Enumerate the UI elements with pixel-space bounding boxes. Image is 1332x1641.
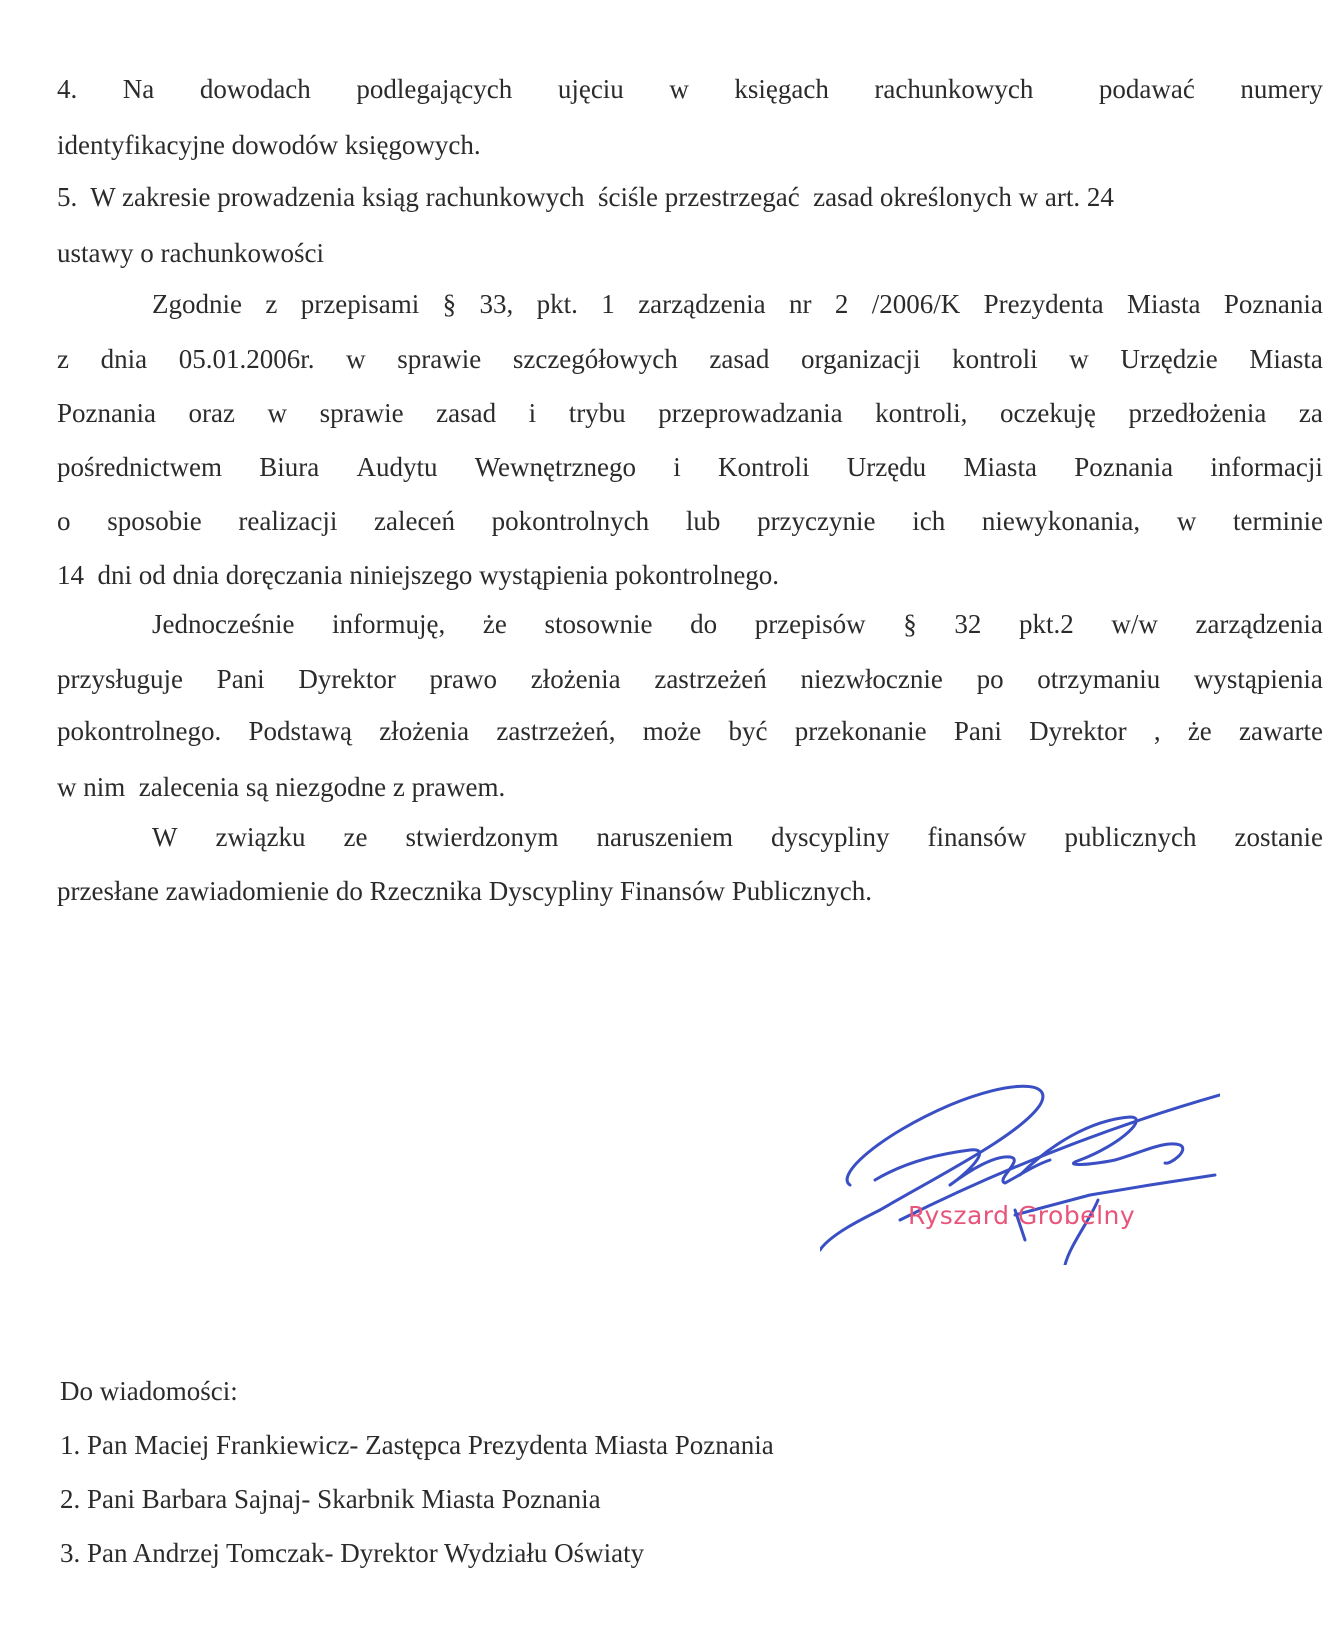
word: Miasta — [1127, 289, 1201, 319]
word: Miasta — [963, 452, 1037, 482]
cc-item: 1. Pan Maciej Frankiewicz- Zastępca Prezydenta Miasta Poznania — [60, 1430, 774, 1460]
paragraph-1-line-1 — [152, 287, 1323, 321]
word: § — [903, 609, 917, 639]
word: pkt. — [536, 289, 578, 319]
word: że — [482, 609, 507, 639]
word: Poznania — [1223, 289, 1323, 319]
word: otrzymaniu — [1037, 664, 1161, 694]
word: Dyrektor — [1029, 716, 1127, 746]
word: i — [528, 398, 537, 428]
word: Prezydenta — [983, 289, 1104, 319]
word: zawarte — [1239, 716, 1323, 746]
word: o — [57, 506, 71, 536]
word: kontroli, — [875, 398, 968, 428]
word: przepisów — [754, 609, 866, 639]
word: Kontroli — [717, 452, 810, 482]
word: /2006/K — [871, 289, 961, 319]
word: zostanie — [1234, 822, 1323, 852]
paragraph-3-last-line: przesłane zawiadomienie do Rzecznika Dyscypliny Finansów Publicznych. — [57, 876, 873, 906]
paragraph-1-last-line: 14 dni od dnia doręczania niniejszego wystąpienia pokontrolnego. — [57, 560, 780, 590]
word: w — [669, 74, 689, 104]
paragraph-2-line-3 — [57, 714, 1323, 748]
paragraph-1-line-3 — [57, 396, 1323, 430]
word: w — [1176, 506, 1197, 536]
word: sprawie — [319, 398, 404, 428]
word: numery — [1240, 74, 1323, 104]
cc-item: 3. Pan Andrzej Tomczak- Dyrektor Wydziału Oświaty — [60, 1538, 645, 1568]
paragraph-3-line-1 — [152, 820, 1323, 854]
word: Wewnętrznego — [474, 452, 636, 482]
word: zasad — [436, 398, 497, 428]
paragraph-1-line-5 — [57, 504, 1323, 538]
word: może — [642, 716, 702, 746]
word: ich — [912, 506, 946, 536]
word: niezwłocznie — [800, 664, 943, 694]
word: oczekuję — [999, 398, 1096, 428]
word: pkt.2 — [1018, 609, 1074, 639]
word: wystąpienia — [1193, 664, 1323, 694]
word: przeprowadzania — [658, 398, 843, 428]
signature-block — [820, 1025, 1220, 1265]
word: dyscypliny — [770, 822, 890, 852]
point-5-line-1: 5. W zakresie prowadzenia ksiąg rachunkowych ściśle przestrzegać zasad określonych w art. 24 — [57, 182, 1114, 212]
word: naruszeniem — [596, 822, 733, 852]
word: po — [976, 664, 1004, 694]
word: 4. — [57, 74, 78, 104]
point-4-line-1 — [57, 72, 1323, 106]
word: 33, — [479, 289, 514, 319]
word: szczegółowych — [512, 344, 678, 374]
word: i — [673, 452, 681, 482]
word: stosownie — [544, 609, 653, 639]
word: przedłożenia — [1128, 398, 1267, 428]
word: w — [267, 398, 288, 428]
word: sprawie — [397, 344, 482, 374]
word: przepisami — [300, 289, 420, 319]
word: zastrzeżeń, — [496, 716, 616, 746]
word: Podstawą — [248, 716, 352, 746]
point-5-line-2: ustawy o rachunkowości — [57, 238, 324, 268]
paragraph-2-line-2 — [57, 662, 1323, 696]
word: do — [690, 609, 718, 639]
word: Jednocześnie — [152, 609, 295, 639]
word: sposobie — [107, 506, 202, 536]
word: organizacji — [801, 344, 921, 374]
word: zarządzenia — [1195, 609, 1323, 639]
word: w — [1069, 344, 1089, 374]
word: lub — [685, 506, 721, 536]
paragraph-1-line-2 — [57, 342, 1323, 376]
word: że — [1187, 716, 1212, 746]
word: W — [152, 822, 178, 852]
word: terminie — [1233, 506, 1323, 536]
word: zasad — [709, 344, 770, 374]
word: w/w — [1111, 609, 1158, 639]
word: Poznania — [57, 398, 156, 428]
paragraph-2-line-1 — [152, 607, 1323, 641]
word: za — [1298, 398, 1323, 428]
word: ze — [343, 822, 368, 852]
cc-item: 2. Pani Barbara Sajnaj- Skarbnik Miasta Poznania — [60, 1484, 601, 1514]
word: , — [1153, 716, 1161, 746]
word: dnia — [100, 344, 148, 374]
word: 32 — [954, 609, 982, 639]
word: z — [265, 289, 278, 319]
word: 1 — [601, 289, 615, 319]
word: informuję, — [332, 609, 446, 639]
word: § — [442, 289, 457, 319]
word: Urzędzie — [1120, 344, 1218, 374]
word: podlegających — [356, 74, 513, 104]
paragraph-2-last-line: w nim zalecenia są niezgodne z prawem. — [57, 772, 506, 802]
word: niewykonania, — [981, 506, 1141, 536]
word: Na — [122, 74, 155, 104]
word: pośrednictwem — [57, 452, 222, 482]
word: kontroli — [952, 344, 1038, 374]
word: rachunkowych — [874, 74, 1034, 104]
word: przyczynie — [757, 506, 876, 536]
cc-heading: Do wiadomości: — [60, 1376, 238, 1406]
word: publicznych — [1064, 822, 1197, 852]
word: przysługuje — [57, 664, 183, 694]
word: Miasta — [1249, 344, 1323, 374]
word: ujęciu — [557, 74, 624, 104]
word: przekonanie — [794, 716, 927, 746]
word: zaleceń — [374, 506, 455, 536]
word: oraz — [188, 398, 235, 428]
word: pokontrolnego. — [57, 716, 222, 746]
word: złożenia — [379, 716, 470, 746]
paragraph-1-line-4 — [57, 450, 1323, 484]
word: złożenia — [530, 664, 621, 694]
word: podawać — [1098, 74, 1195, 104]
word: Zgodnie — [152, 289, 242, 319]
word: z — [57, 344, 69, 374]
word: dowodach — [199, 74, 311, 104]
word: Poznania — [1074, 452, 1174, 482]
word: prawo — [429, 664, 498, 694]
word: Audytu — [356, 452, 438, 482]
word: stwierdzonym — [405, 822, 559, 852]
point-4-line-2: identyfikacyjne dowodów księgowych. — [57, 130, 481, 160]
word: nr — [788, 289, 812, 319]
word: realizacji — [238, 506, 338, 536]
word: Biura — [259, 452, 320, 482]
signatory-name-stamp: Ryszard Grobelny — [908, 1201, 1136, 1230]
word: finansów — [927, 822, 1027, 852]
word: Pani — [953, 716, 1002, 746]
word: informacji — [1210, 452, 1323, 482]
word: trybu — [568, 398, 626, 428]
word: w — [346, 344, 366, 374]
word: 05.01.2006r. — [178, 344, 315, 374]
word: Urzędu — [846, 452, 927, 482]
word: Dyrektor — [298, 664, 396, 694]
word: zarządzenia — [638, 289, 766, 319]
word: zastrzeżeń — [654, 664, 767, 694]
word: księgach — [734, 74, 829, 104]
word: 2 — [834, 289, 849, 319]
word: być — [728, 716, 768, 746]
word: pokontrolnych — [491, 506, 650, 536]
word: Pani — [216, 664, 265, 694]
word: związku — [215, 822, 306, 852]
